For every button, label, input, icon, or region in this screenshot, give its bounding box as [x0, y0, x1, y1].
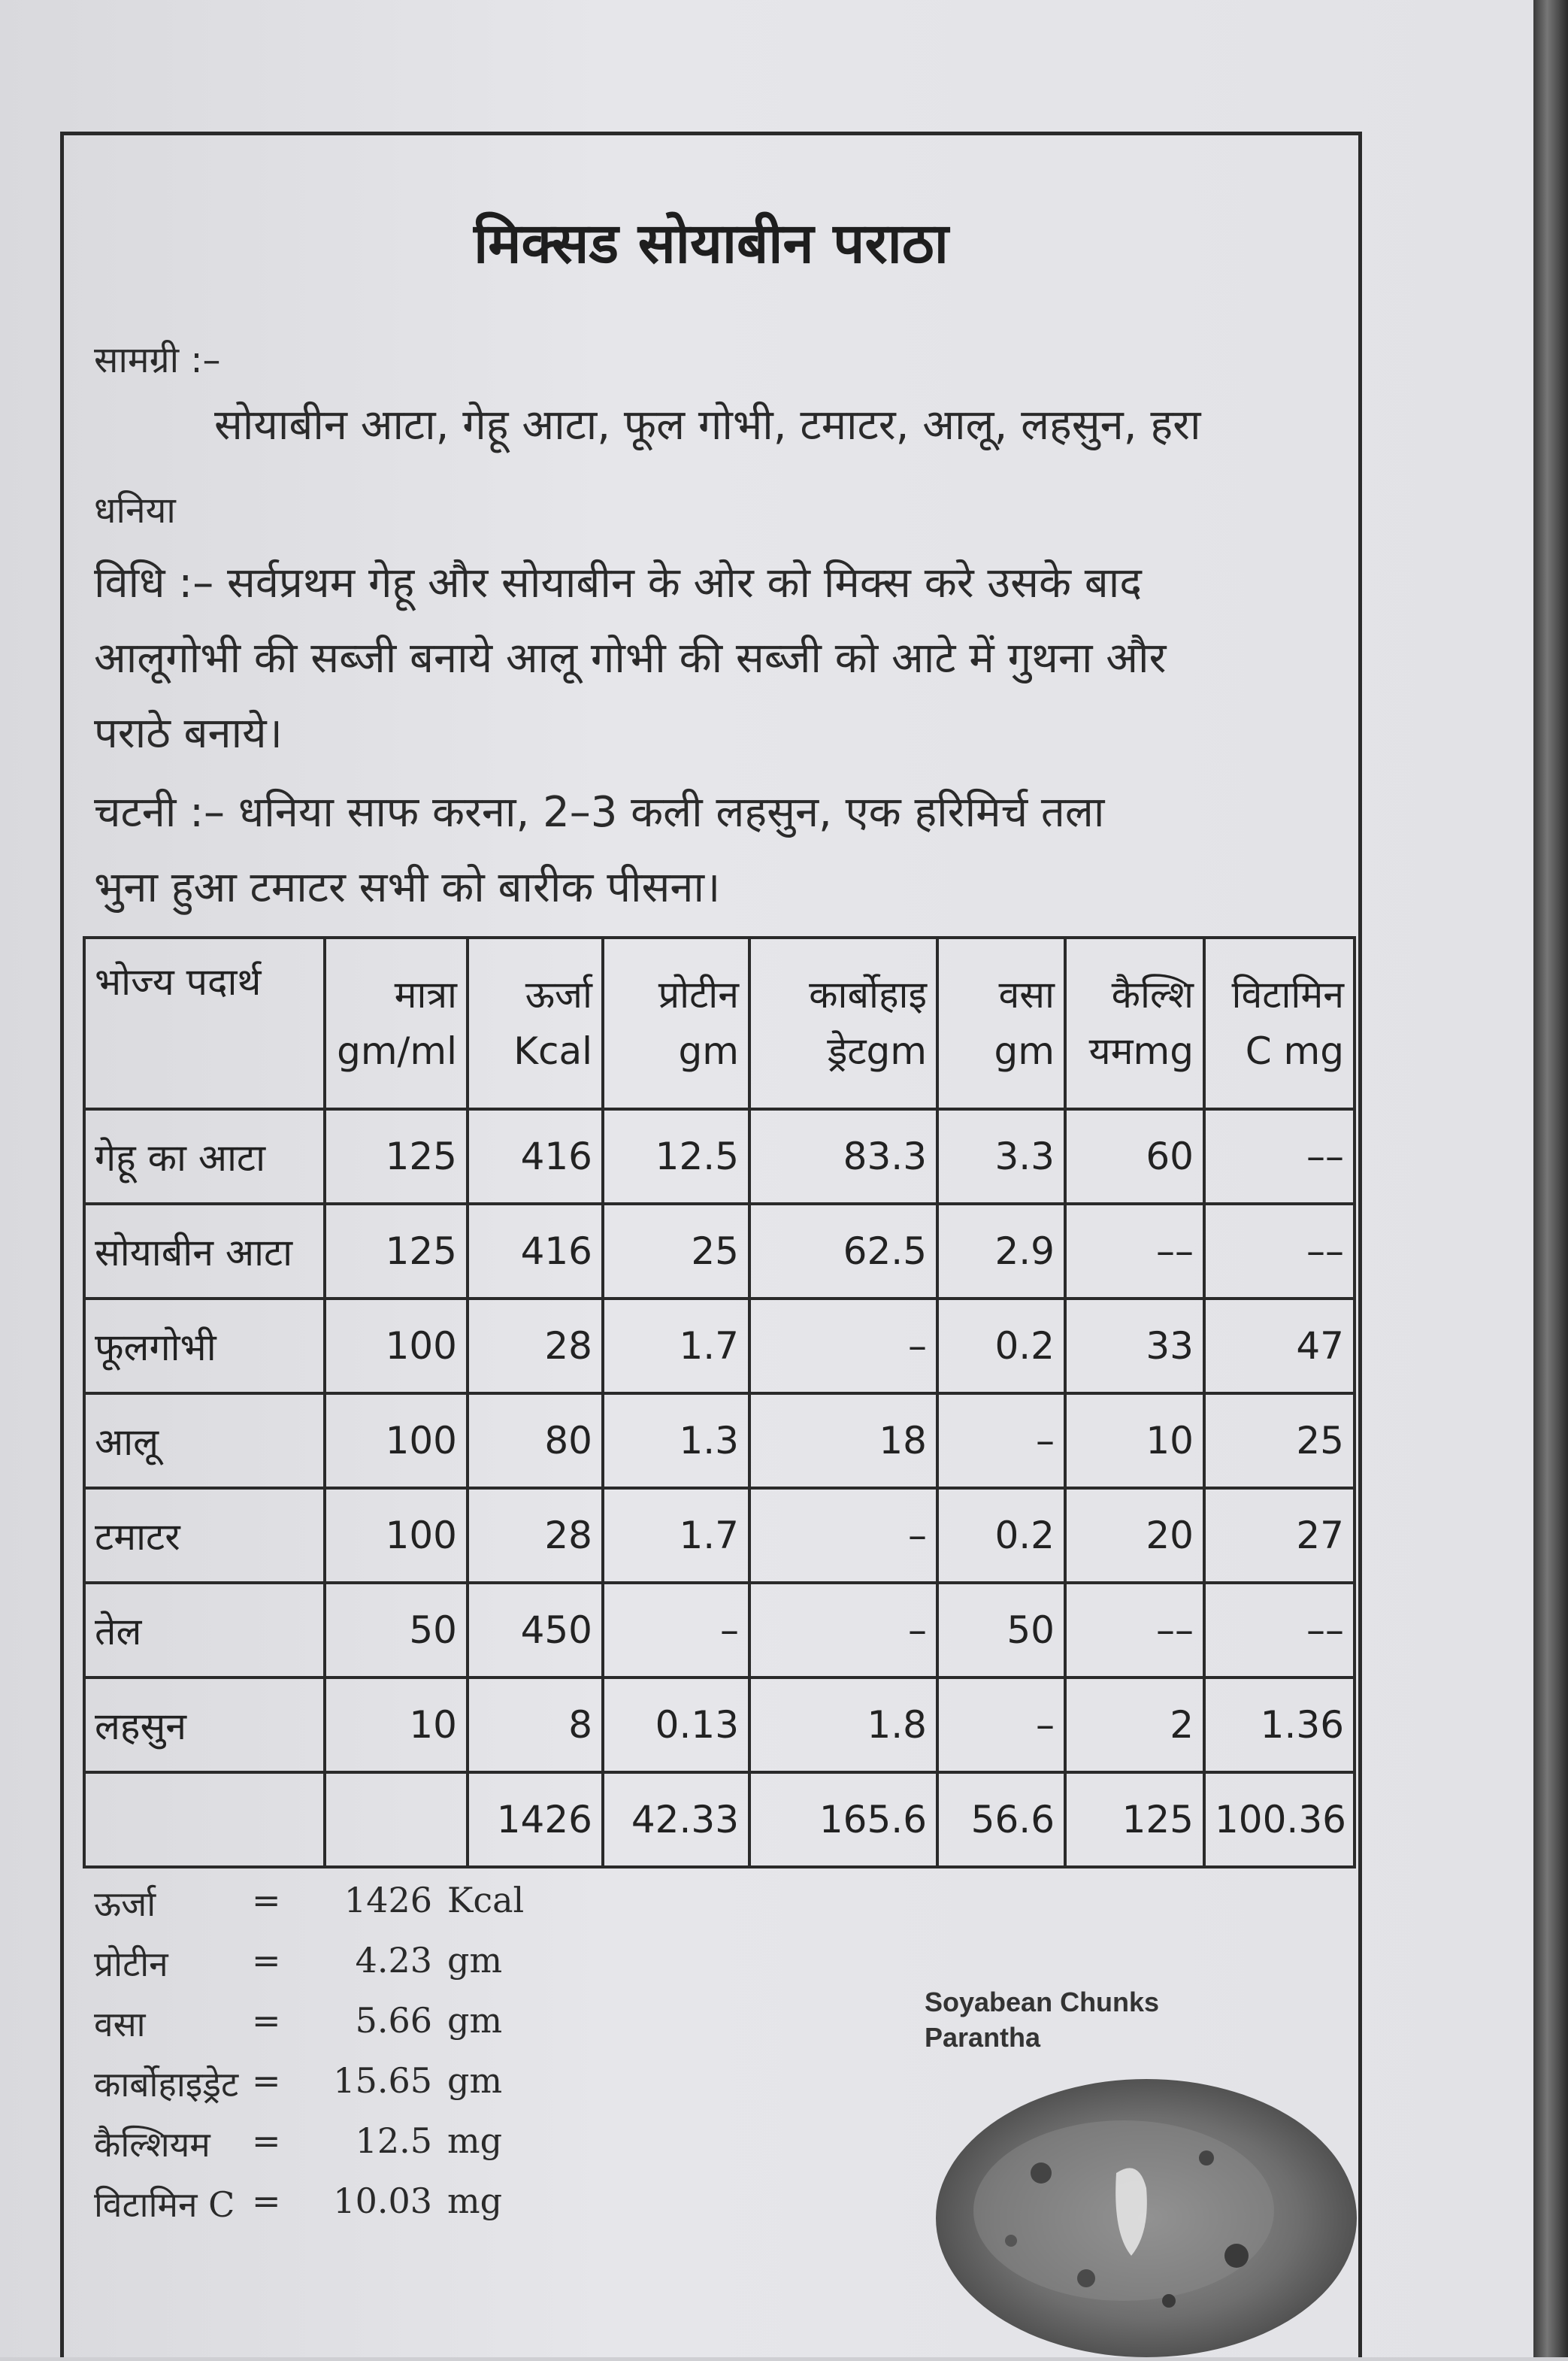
- cell-vitamin-c: ––: [1204, 1109, 1355, 1204]
- ingredients-label: सामग्री :–: [94, 339, 221, 381]
- table-total-row: [84, 1772, 1355, 1867]
- method-line-1: विधि :– सर्वप्रथम गेहू और सोयाबीन के ओर को मिक्स करे उसके बाद: [94, 559, 1142, 608]
- cell-fat: 0.2: [937, 1299, 1065, 1393]
- cell-vitamin-c: 100.36: [1204, 1772, 1355, 1867]
- summary-label: वसा: [94, 2004, 146, 2044]
- summary-eq: =: [252, 2181, 281, 2221]
- header-quantity: मात्रा gm/ml: [325, 938, 468, 1109]
- cell-calcium: 60: [1065, 1109, 1204, 1204]
- cell-energy: 8: [468, 1678, 603, 1772]
- chutney-line-2: भुना हुआ टमाटर सभी को बारीक पीसना।: [94, 863, 721, 912]
- paratha-photo: [921, 2060, 1357, 2361]
- summary-row: [94, 1940, 575, 2000]
- header-vitamin-c: विटामिन C mg: [1204, 938, 1355, 1109]
- cell-calcium: ––: [1065, 1204, 1204, 1299]
- cell-vitamin-c: 1.36: [1204, 1678, 1355, 1772]
- cell-quantity: 100: [325, 1299, 468, 1393]
- cell-protein: 1.3: [603, 1393, 749, 1488]
- cell-carbohydrate: 62.5: [749, 1204, 937, 1299]
- cell-food: फूलगोभी: [84, 1299, 325, 1393]
- table-header-row: [84, 938, 1355, 1109]
- summary-value: 5.66: [355, 2000, 432, 2041]
- cell-fat: 0.2: [937, 1488, 1065, 1583]
- cell-energy: 80: [468, 1393, 603, 1488]
- cell-protein: 0.13: [603, 1678, 749, 1772]
- summary-row: [94, 2120, 575, 2181]
- summary-value: 12.5: [355, 2120, 432, 2161]
- nutrition-table: [83, 936, 1356, 1868]
- summary-row: [94, 2181, 575, 2241]
- header-fat: वसा gm: [937, 938, 1065, 1109]
- cell-carbohydrate: –: [749, 1488, 937, 1583]
- table-row: [84, 1488, 1355, 1583]
- method-line-3: पराठे बनाये।: [94, 709, 283, 758]
- cell-protein: 42.33: [603, 1772, 749, 1867]
- summary-label: कार्बोहाइड्रेट: [94, 2064, 239, 2105]
- recipe-frame: [60, 132, 1362, 2357]
- summary-row: [94, 2060, 575, 2120]
- summary-label: प्रोटीन: [94, 1944, 168, 1984]
- photo-caption: [925, 1985, 1159, 2056]
- cell-carbohydrate: 1.8: [749, 1678, 937, 1772]
- cell-calcium: 10: [1065, 1393, 1204, 1488]
- summary-row: [94, 1880, 575, 1940]
- summary-eq: =: [252, 2000, 281, 2041]
- summary-value: 10.03: [333, 2181, 432, 2221]
- table-row: [84, 1204, 1355, 1299]
- cell-protein: 25: [603, 1204, 749, 1299]
- summary-value: 4.23: [355, 1940, 432, 1981]
- cell-protein: 1.7: [603, 1299, 749, 1393]
- summary-label: ऊर्जा: [94, 1884, 156, 1924]
- cell-protein: 1.7: [603, 1488, 749, 1583]
- cell-protein: –: [603, 1583, 749, 1678]
- summary-eq: =: [252, 2120, 281, 2161]
- cell-energy: 28: [468, 1299, 603, 1393]
- cell-vitamin-c: 47: [1204, 1299, 1355, 1393]
- chutney-line-1: चटनी :– धनिया साफ करना, 2–3 कली लहसुन, एक हरिमिर्च तला: [94, 788, 1105, 837]
- cell-fat: 50: [937, 1583, 1065, 1678]
- cell-energy: 28: [468, 1488, 603, 1583]
- header-energy: ऊर्जा Kcal: [468, 938, 603, 1109]
- cell-food: गेहू का आटा: [84, 1109, 325, 1204]
- summary-eq: =: [252, 1940, 281, 1981]
- summary-value: 1426: [344, 1880, 432, 1920]
- summary-unit: gm: [447, 2000, 503, 2041]
- cell-quantity: [325, 1772, 468, 1867]
- cell-food: लहसुन: [84, 1678, 325, 1772]
- cell-quantity: 125: [325, 1204, 468, 1299]
- cell-calcium: 2: [1065, 1678, 1204, 1772]
- summary-label: विटामिन C: [94, 2184, 235, 2225]
- cell-food: सोयाबीन आटा: [84, 1204, 325, 1299]
- cell-carbohydrate: 165.6: [749, 1772, 937, 1867]
- summary-unit: Kcal: [447, 1880, 525, 1920]
- cell-vitamin-c: 27: [1204, 1488, 1355, 1583]
- photo-caption-line-2: Parantha: [925, 2021, 1041, 2053]
- summary-eq: =: [252, 1880, 281, 1920]
- cell-quantity: 100: [325, 1488, 468, 1583]
- cell-energy: 416: [468, 1109, 603, 1204]
- summary-unit: mg: [447, 2181, 503, 2221]
- cell-vitamin-c: ––: [1204, 1583, 1355, 1678]
- summary-label: कैल्शियम: [94, 2124, 210, 2165]
- cell-calcium: 20: [1065, 1488, 1204, 1583]
- cell-fat: 2.9: [937, 1204, 1065, 1299]
- cell-energy: 450: [468, 1583, 603, 1678]
- table-row: [84, 1299, 1355, 1393]
- cell-calcium: 125: [1065, 1772, 1204, 1867]
- cell-energy: 1426: [468, 1772, 603, 1867]
- page-edge: [1533, 0, 1568, 2357]
- cell-fat: 3.3: [937, 1109, 1065, 1204]
- method-line-2: आलूगोभी की सब्जी बनाये आलू गोभी की सब्जी को आटे में गुथना और: [94, 634, 1167, 683]
- summary-value: 15.65: [333, 2060, 432, 2101]
- summary-unit: mg: [447, 2120, 503, 2161]
- header-food: भोज्य पदार्थ: [84, 938, 325, 1109]
- table-row: [84, 1678, 1355, 1772]
- cell-fat: –: [937, 1393, 1065, 1488]
- cell-fat: 56.6: [937, 1772, 1065, 1867]
- nutrition-summary: [94, 1880, 575, 2241]
- recipe-title: मिक्सड सोयाबीन पराठा: [474, 211, 949, 276]
- cell-quantity: 10: [325, 1678, 468, 1772]
- cell-quantity: 100: [325, 1393, 468, 1488]
- summary-unit: gm: [447, 2060, 503, 2101]
- cell-carbohydrate: 83.3: [749, 1109, 937, 1204]
- header-calcium: कैल्शि यमmg: [1065, 938, 1204, 1109]
- cell-vitamin-c: 25: [1204, 1393, 1355, 1488]
- cell-quantity: 50: [325, 1583, 468, 1678]
- cell-carbohydrate: –: [749, 1299, 937, 1393]
- summary-row: [94, 2000, 575, 2060]
- cell-calcium: 33: [1065, 1299, 1204, 1393]
- cell-fat: –: [937, 1678, 1065, 1772]
- cell-food: आलू: [84, 1393, 325, 1488]
- header-protein: प्रोटीन gm: [603, 938, 749, 1109]
- cell-food: टमाटर: [84, 1488, 325, 1583]
- photo-caption-line-1: Soyabean Chunks: [925, 1987, 1160, 2017]
- ingredients-text: सोयाबीन आटा, गेहू आटा, फूल गोभी, टमाटर, आलू, लहसुन, हरा: [214, 401, 1201, 450]
- cell-carbohydrate: 18: [749, 1393, 937, 1488]
- cell-quantity: 125: [325, 1109, 468, 1204]
- cell-energy: 416: [468, 1204, 603, 1299]
- cell-calcium: ––: [1065, 1583, 1204, 1678]
- cell-carbohydrate: –: [749, 1583, 937, 1678]
- cell-vitamin-c: ––: [1204, 1204, 1355, 1299]
- header-carbohydrate: कार्बोहाइ ड्रेटgm: [749, 938, 937, 1109]
- ingredients-cont: धनिया: [94, 489, 176, 532]
- table-row: [84, 1109, 1355, 1204]
- cell-food: तेल: [84, 1583, 325, 1678]
- cell-protein: 12.5: [603, 1109, 749, 1204]
- table-row: [84, 1583, 1355, 1678]
- summary-eq: =: [252, 2060, 281, 2101]
- summary-unit: gm: [447, 1940, 503, 1981]
- cell-food: [84, 1772, 325, 1867]
- table-row: [84, 1393, 1355, 1488]
